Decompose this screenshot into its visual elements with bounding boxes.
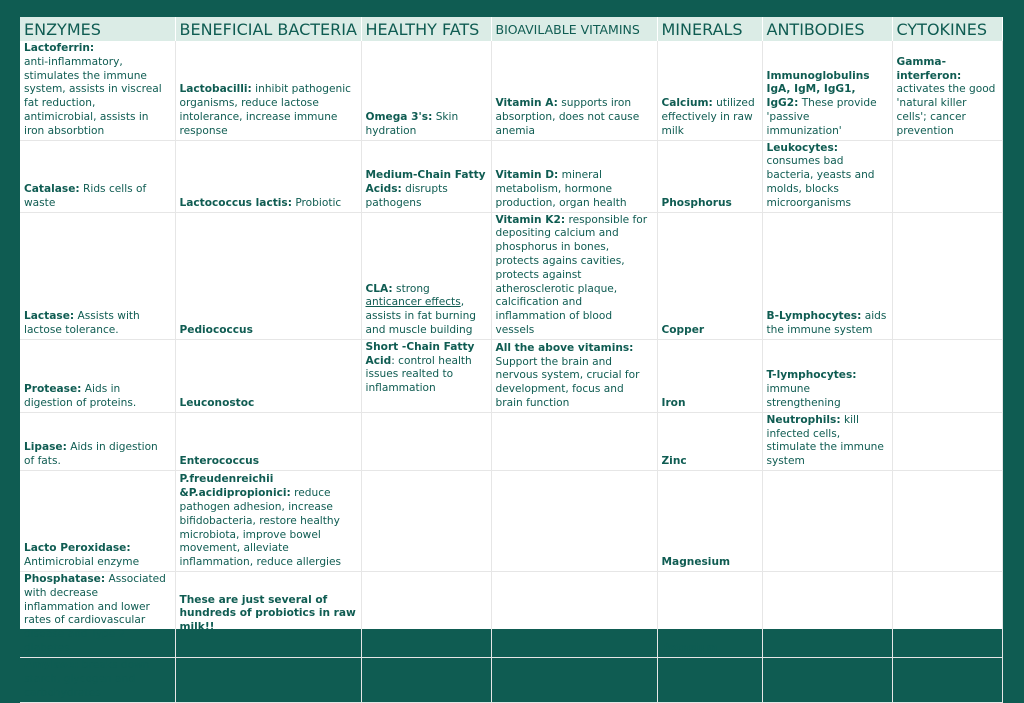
enzyme-cell: Protease: Aids in digestion of proteins. xyxy=(20,339,175,412)
bacteria-cell: Enterococcus xyxy=(175,412,361,470)
vitamin-cell xyxy=(491,571,657,657)
header-enzymes: ENZYMES xyxy=(20,17,175,41)
cytokine-cell: Gamma-interferon: activates the good 'natural killer cells'; cancer prevention xyxy=(892,41,1002,140)
table-row xyxy=(20,212,1002,339)
antibody-cell: T-lymphocytes: immune strengthening xyxy=(762,339,892,412)
bacteria-cell: Pediococcus xyxy=(175,212,361,339)
fats-cell xyxy=(361,571,491,657)
table-row xyxy=(20,412,1002,470)
enzyme-cell: Lactoferrin: anti-inflammatory, stimulates the immune system, assists in viscreal fat reduction, antimicrobial, assists in iron absorbtion xyxy=(20,41,175,140)
anticancer-effects-link[interactable]: anticancer effects xyxy=(365,296,461,309)
mineral-cell: Iron xyxy=(657,339,762,412)
table-row xyxy=(20,571,1002,657)
enzyme-cell: Catalase: Rids cells of waste xyxy=(20,140,175,212)
bacteria-cell: Leuconostoc xyxy=(175,339,361,412)
mineral-cell: Calcium: utilized effectively in raw milk xyxy=(657,41,762,140)
fats-cell xyxy=(361,657,491,702)
fats-cell: Short -Chain Fatty Acid: control health issues realted to inflammation xyxy=(361,339,491,412)
fats-cell: CLA: strong anticancer effects, assists in fat burning and muscle building xyxy=(361,212,491,339)
enzyme-cell: Phosphatase: Associated with decrease inflammation and lower rates of cardiovascular disease and Type 2 diabetes xyxy=(20,571,175,657)
mineral-cell: Magnesium xyxy=(657,470,762,571)
antibody-cell: Immunoglobulins IgA, IgM, IgG1, IgG2: These provide 'passive immunization' xyxy=(762,41,892,140)
antibody-cell: B-Lymphocytes: aids the immune system xyxy=(762,212,892,339)
header-beneficial-bacteria: BENEFICIAL BACTERIA xyxy=(175,17,361,41)
cytokine-cell xyxy=(892,212,1002,339)
table-row xyxy=(20,657,1002,702)
antibody-cell xyxy=(762,470,892,571)
enzyme-cell: Lipase: Aids in digestion of fats. xyxy=(20,412,175,470)
bacteria-cell xyxy=(175,657,361,702)
bacteria-cell: Lactobacilli: inhibit pathogenic organisms, reduce lactose intolerance, increase immune response xyxy=(175,41,361,140)
mineral-cell: Potasium xyxy=(657,571,762,657)
enzyme-cell: Amylase: breaks down starch, glycogen and carbohydrates xyxy=(20,657,175,702)
header-antibodies: ANTIBODIES xyxy=(762,17,892,41)
cytokine-cell xyxy=(892,339,1002,412)
fats-cell xyxy=(361,412,491,470)
fats-cell: Medium-Chain Fatty Acids: disrupts pathogens xyxy=(361,140,491,212)
bacteria-cell: P.freudenreichii &P.acidipropionici: reduce pathogen adhesion, increase bifidobacteria, restore healthy microbiota, improve bowel movement, alleviate inflammation, reduce allergies xyxy=(175,470,361,571)
cytokine-cell xyxy=(892,571,1002,657)
vitamin-cell: Vitamin K2: responsible for depositing calcium and phosphorus in bones, protects agains cavities, protects against atherosclerotic plaque, calcification and inflammation of blood vessels xyxy=(491,212,657,339)
mineral-cell xyxy=(657,657,762,702)
vitamin-cell: Vitamin D: mineral metabolism, hormone production, organ health xyxy=(491,140,657,212)
mineral-cell: Phosphorus xyxy=(657,140,762,212)
vitamin-cell xyxy=(491,470,657,571)
header-minerals: MINERALS xyxy=(657,17,762,41)
vitamin-cell xyxy=(491,657,657,702)
bacteria-cell: Lactococcus lactis: Probiotic xyxy=(175,140,361,212)
bacteria-cell: These are just several of hundreds of probiotics in raw milk!! xyxy=(175,571,361,657)
antibody-cell: Neutrophils: kill infected cells, stimulate the immune system xyxy=(762,412,892,470)
enzyme-cell: Lactase: Assists with lactose tolerance. xyxy=(20,212,175,339)
mineral-cell: Copper xyxy=(657,212,762,339)
fats-cell: Omega 3's: Skin hydration xyxy=(361,41,491,140)
cytokine-cell xyxy=(892,657,1002,702)
header-bioavailable-vitamins: BIOAVILABLE VITAMINS xyxy=(491,17,657,41)
header-cytokines: CYTOKINES xyxy=(892,17,1002,41)
fats-cell xyxy=(361,470,491,571)
antibody-cell: Leukocytes: consumes bad bacteria, yeasts and molds, blocks microorganisms xyxy=(762,140,892,212)
header-row xyxy=(20,17,1002,41)
vitamin-cell xyxy=(491,412,657,470)
vitamin-cell: All the above vitamins: Support the brain and nervous system, crucial for development, focus and brain function xyxy=(491,339,657,412)
cytokine-cell xyxy=(892,412,1002,470)
table-row xyxy=(20,339,1002,412)
table-row xyxy=(20,140,1002,212)
cytokine-cell xyxy=(892,140,1002,212)
antibody-cell xyxy=(762,657,892,702)
table-row xyxy=(20,41,1002,140)
raw-milk-nutrients-table xyxy=(20,17,1003,703)
header-healthy-fats: HEALTHY FATS xyxy=(361,17,491,41)
nutrients-table-frame xyxy=(20,17,1002,699)
cytokine-cell xyxy=(892,470,1002,571)
vitamin-cell: Vitamin A: supports iron absorption, does not cause anemia xyxy=(491,41,657,140)
table-row xyxy=(20,470,1002,571)
antibody-cell xyxy=(762,571,892,657)
enzyme-cell: Lacto Peroxidase: Antimicrobial enzyme xyxy=(20,470,175,571)
mineral-cell: Zinc xyxy=(657,412,762,470)
